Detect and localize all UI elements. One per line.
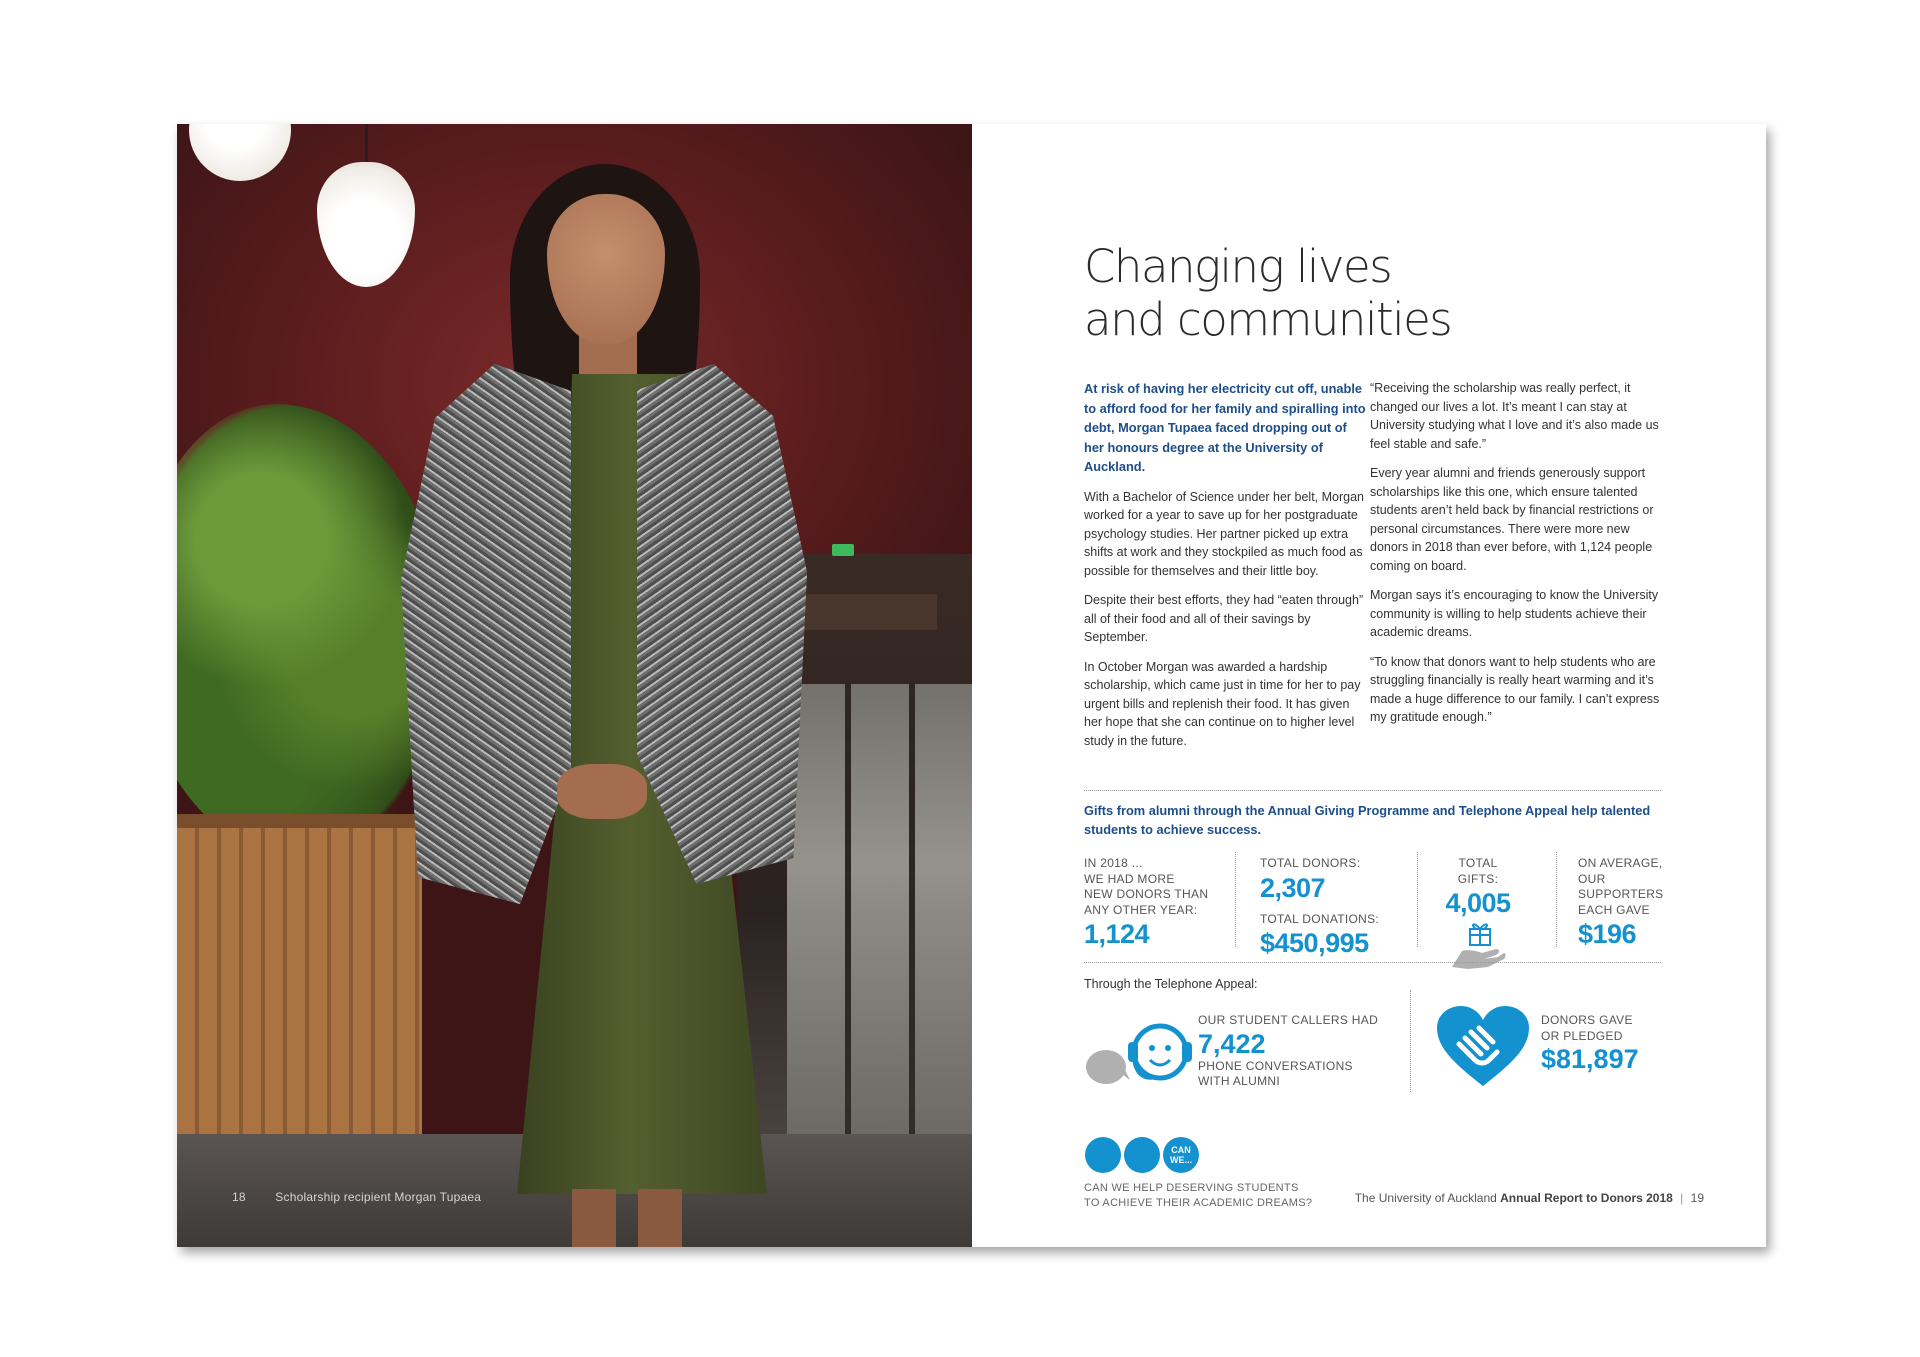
photo-cardigan-right	[637, 364, 807, 884]
can-we-badge-line-1: CAN	[1171, 1145, 1191, 1155]
stat-value: 4,005	[1445, 888, 1511, 918]
footer-separator: |	[1680, 1191, 1684, 1205]
stat-new-donors	[1084, 856, 1208, 950]
stat-label: OUR STUDENT CALLERS HAD	[1198, 1013, 1379, 1027]
stat-divider	[1417, 852, 1418, 947]
divider	[1084, 790, 1661, 791]
stat-label-line: ON AVERAGE,	[1578, 856, 1663, 870]
stat-divider	[1410, 990, 1411, 1092]
body-column-2	[1370, 379, 1660, 738]
pledged-stat	[1541, 1013, 1639, 1074]
stat-value: $81,897	[1541, 1044, 1639, 1074]
can-we-circles-icon	[1084, 1134, 1204, 1176]
telephone-intro: Through the Telephone Appeal:	[1084, 977, 1258, 991]
magazine-spread	[177, 124, 1766, 1247]
page-number-left: 18	[232, 1190, 246, 1204]
stat-label: DONORS GAVE	[1541, 1013, 1633, 1027]
stat-value: 7,422	[1198, 1028, 1266, 1059]
callers-stat	[1198, 1013, 1378, 1090]
stat-value: $196	[1578, 919, 1637, 949]
page-title	[1084, 240, 1484, 346]
stat-divider	[1556, 852, 1557, 947]
body-paragraph: With a Bachelor of Science under her belt, Morgan worked for a year to save up for her postgraduate psychology studies. Her partner picked up extra shifts at work and they stockpiled as much food as possible for themselves and their little boy.	[1084, 489, 1365, 578]
title-line-2: and communities	[1084, 293, 1452, 346]
title-line-1: Changing lives	[1084, 240, 1392, 293]
portrait-photo	[177, 124, 972, 1247]
lede-paragraph: At risk of having her electricity cut off, unable to afford food for her family and spiralling into debt, Morgan Tupaea faced dropping out of her honours degree at the University of Auckland.	[1084, 381, 1366, 474]
stat-label: TOTAL DONORS:	[1260, 856, 1361, 870]
heart-hand-icon	[1435, 1004, 1531, 1090]
gift-hand-icon	[1448, 921, 1508, 973]
stat-total-donors	[1260, 856, 1379, 959]
can-we-line: TO ACHIEVE THEIR ACADEMIC DREAMS?	[1084, 1197, 1313, 1209]
can-we-badge-line-2: WE...	[1170, 1155, 1192, 1165]
stat-label: WITH ALUMNI	[1198, 1074, 1280, 1088]
divider	[1084, 962, 1661, 963]
can-we-text	[1084, 1181, 1312, 1211]
body-column-1	[1084, 379, 1369, 761]
stat-label-line: IN 2018 ...	[1084, 856, 1143, 870]
photo-cardigan-left	[401, 364, 571, 904]
caption-text: Scholarship recipient Morgan Tupaea	[275, 1190, 482, 1204]
stat-label: TOTAL GIFTS:	[1457, 856, 1499, 886]
photo-person	[177, 124, 972, 1247]
can-we-line: CAN WE HELP DESERVING STUDENTS	[1084, 1182, 1299, 1194]
page-footer	[1355, 1191, 1704, 1205]
stat-value: $450,995	[1260, 928, 1369, 958]
footer-report: Annual Report to Donors 2018	[1500, 1191, 1673, 1205]
photo-legs	[572, 1189, 682, 1247]
stat-label-line: OUR	[1578, 871, 1606, 886]
stat-label-line: SUPPORTERS	[1578, 887, 1664, 901]
quote-paragraph: “To know that donors want to help students who are struggling financially is really heart warming and it’s made a huge difference to our family. I can’t express my gratitude enough.”	[1370, 654, 1660, 724]
stat-average-gift	[1578, 856, 1663, 950]
stat-label-line: NEW DONORS THAN	[1084, 887, 1209, 901]
quote-paragraph: “Receiving the scholarship was really perfect, it changed our lives a lot. It’s meant I can stay at University studying what I love and it’s also made us feel stable and safe.”	[1370, 381, 1659, 451]
body-paragraph: Every year alumni and friends generously support scholarships like this one, which ensure talented students aren’t held back by financial restrictions or personal circumstances. There were more new donors in 2018 than ever before, with 1,124 people coming on board.	[1370, 466, 1654, 573]
stat-total-gifts	[1438, 856, 1518, 973]
body-paragraph: In October Morgan was awarded a hardship scholarship, which came just in time for her to pay urgent bills and replenish their food. It has given her hope that she can continue on to higher level study in the future.	[1084, 659, 1361, 748]
body-paragraph: Morgan says it’s encouraging to know the University community is willing to help students achieve their academic dreams.	[1370, 588, 1659, 639]
gifts-lede: Gifts from alumni through the Annual Giving Programme and Telephone Appeal help talented students to achieve success.	[1084, 803, 1651, 837]
stat-label-line: ANY OTHER YEAR:	[1084, 902, 1198, 917]
stat-label: TOTAL DONATIONS:	[1260, 911, 1380, 926]
body-paragraph: Despite their best efforts, they had “eaten through” all of their food and all of their savings by September.	[1084, 593, 1364, 644]
stat-label: PHONE CONVERSATIONS	[1198, 1058, 1353, 1073]
stat-label: OR PLEDGED	[1541, 1028, 1623, 1043]
stat-divider	[1235, 852, 1236, 947]
stat-label-line: WE HAD MORE	[1084, 871, 1175, 886]
photo-hands	[557, 764, 647, 819]
stat-value: 1,124	[1084, 919, 1150, 949]
caller-headset-icon	[1084, 1012, 1194, 1092]
photo-caption	[232, 1190, 481, 1204]
stat-label	[1084, 856, 1208, 918]
right-page	[972, 124, 1766, 1247]
page-number-right: 19	[1690, 1191, 1704, 1205]
footer-org: The University of Auckland	[1354, 1191, 1497, 1205]
stat-label-line: EACH GAVE	[1578, 902, 1650, 917]
stat-label	[1578, 856, 1663, 918]
stat-value: 2,307	[1260, 872, 1326, 903]
